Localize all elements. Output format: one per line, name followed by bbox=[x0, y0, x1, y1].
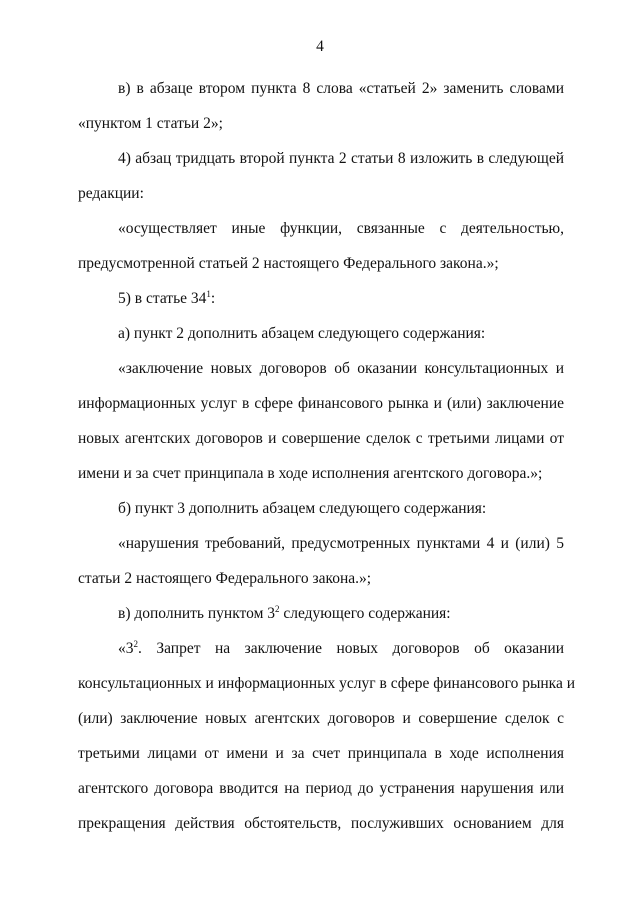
text-line: «заключение новых договоров об оказании консультационных и bbox=[118, 360, 564, 377]
text-line: в) дополнить пунктом $3^2$ следующего содержания: bbox=[118, 604, 451, 622]
text-line: третьими лицами от имени и за счет принципала в ходе исполнения bbox=[78, 745, 564, 762]
text-line: а) пункт 2 дополнить абзацем следующего содержания: bbox=[118, 325, 486, 342]
text-line: предусмотренной статьей 2 настоящего Федерального закона.»; bbox=[78, 255, 499, 272]
text-line: «пунктом 1 статьи 2»; bbox=[78, 115, 223, 132]
text-line: редакции: bbox=[78, 185, 144, 202]
superscript: 2 bbox=[275, 604, 280, 614]
text-line: «осуществляет иные функции, связанные с деятельностью, bbox=[118, 220, 564, 237]
text-line: (или) заключение новых агентских договоров и совершение сделок с bbox=[78, 710, 564, 727]
text-line: новых агентских договоров и совершение сделок с третьими лицами от bbox=[78, 430, 564, 447]
text-line: имени и за счет принципала в ходе исполнения агентского договора.»; bbox=[78, 465, 543, 482]
superscript: 1 bbox=[206, 289, 211, 299]
text-line: прекращения действия обстоятельств, послуживших основанием для bbox=[78, 815, 564, 832]
text-line: «нарушения требований, предусмотренных пунктами 4 и (или) 5 bbox=[118, 535, 564, 552]
text-line: в) в абзаце втором пункта 8 слова «статьей 2» заменить словами bbox=[118, 80, 564, 97]
text-line: 4) абзац тридцать второй пункта 2 статьи 8 изложить в следующей bbox=[118, 150, 564, 167]
text-line: статьи 2 настоящего Федерального закона.»; bbox=[78, 570, 372, 587]
text-line: информационных услуг в сфере финансового рынка и (или) заключение bbox=[78, 395, 564, 412]
superscript: 2 bbox=[133, 639, 138, 649]
text-line: 5) в статье $34^1$: bbox=[118, 289, 216, 307]
page-number: 4 bbox=[316, 38, 324, 55]
text-line: «$3^2$. Запрет на заключение новых договоров об оказании bbox=[118, 639, 564, 657]
text-line: агентского договора вводится на период до устранения нарушения или bbox=[78, 780, 564, 797]
text-line: б) пункт 3 дополнить абзацем следующего содержания: bbox=[118, 500, 487, 517]
text-line: консультационных и информационных услуг в сфере финансового рынка и bbox=[78, 675, 576, 692]
